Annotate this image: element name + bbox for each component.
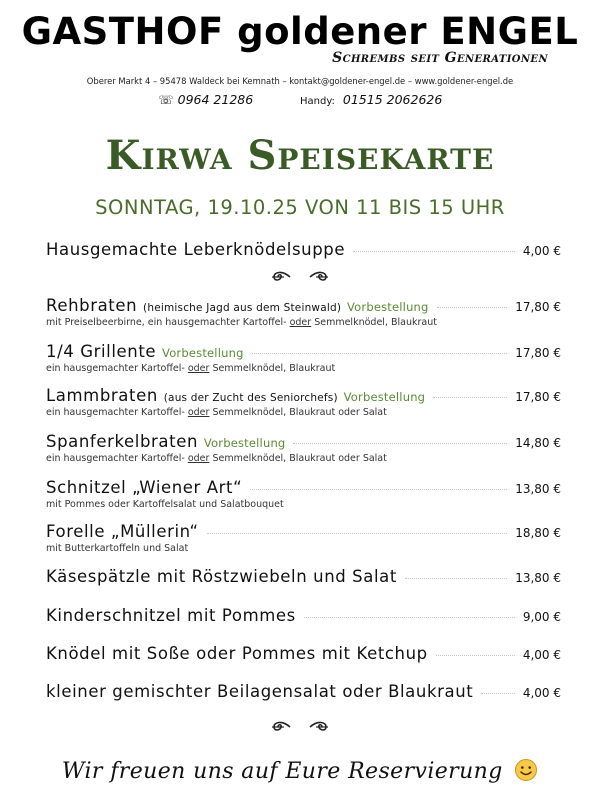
dotted-leader bbox=[293, 443, 507, 444]
dotted-leader bbox=[252, 353, 508, 354]
dish-name: Schnitzel „Wiener Art“ bbox=[46, 478, 243, 497]
menu-item bbox=[46, 432, 561, 464]
dish-price: 17,80 € bbox=[515, 390, 561, 404]
menu-title: Kirwa Speisekarte bbox=[105, 132, 495, 179]
dotted-leader bbox=[250, 489, 507, 490]
preorder-tag: Vorbestellung bbox=[346, 300, 429, 314]
menu-item bbox=[46, 386, 561, 418]
mobile-value: 01515 2062626 bbox=[342, 92, 443, 107]
dotted-leader bbox=[481, 693, 515, 694]
dish-price: 4,00 € bbox=[522, 648, 561, 662]
dish-description: ein hausgemachter Kartoffel- oder Semmelknödel, Blaukraut oder Salat bbox=[46, 453, 387, 464]
dish-name: Hausgemachte Leberknödelsuppe bbox=[46, 240, 346, 259]
dotted-leader bbox=[353, 251, 515, 252]
dotted-leader bbox=[304, 617, 515, 618]
dish-price: 13,80 € bbox=[515, 482, 561, 496]
dish-description: ein hausgemachter Kartoffel- oder Semmelknödel, Blaukraut oder Salat bbox=[46, 407, 387, 418]
dish-name: Forelle „Müllerin“ bbox=[46, 522, 199, 541]
phone-number bbox=[158, 92, 253, 107]
menu-item bbox=[46, 240, 561, 259]
preorder-tag: Vorbestellung bbox=[203, 436, 286, 450]
menu-item bbox=[46, 682, 561, 701]
tagline: Schrembs seit Generationen bbox=[332, 50, 548, 66]
dotted-leader bbox=[436, 655, 515, 656]
restaurant-name: GASTHOF goldener ENGEL bbox=[21, 10, 579, 53]
phone-value: 0964 21286 bbox=[177, 92, 254, 107]
dish-name: Kinderschnitzel mit Pommes bbox=[46, 606, 296, 625]
dish-name: Spanferkelbraten Vorbestellung bbox=[46, 432, 286, 451]
dish-name: Käsespätzle mit Röstzwiebeln und Salat bbox=[46, 567, 397, 586]
dish-price: 17,80 € bbox=[515, 346, 561, 360]
dotted-leader bbox=[207, 533, 508, 534]
dish-price: 13,80 € bbox=[515, 571, 561, 585]
dish-price: 14,80 € bbox=[515, 436, 561, 450]
menu-item bbox=[46, 606, 561, 625]
menu-item bbox=[46, 522, 561, 554]
dish-note: (aus der Zucht des Seniorchefs) bbox=[163, 392, 338, 404]
menu-item bbox=[46, 644, 561, 663]
preorder-tag: Vorbestellung bbox=[162, 346, 244, 360]
dish-description: ein hausgemachter Kartoffel- oder Semmelknödel, Blaukraut bbox=[46, 363, 336, 374]
dish-description: mit Preiselbeerbirne, ein hausgemachter Kartoffel- oder Semmelknödel, Blaukraut bbox=[46, 317, 437, 328]
menu-item bbox=[46, 478, 561, 510]
dotted-leader bbox=[437, 307, 508, 308]
dish-price: 18,80 € bbox=[515, 526, 561, 540]
telephone-icon: ☏ bbox=[158, 92, 174, 107]
mobile-number bbox=[300, 92, 442, 107]
footer-message bbox=[0, 758, 600, 784]
dish-name: Rehbraten (heimische Jagd aus dem Steinwald) Vorbestellung bbox=[46, 296, 429, 315]
fleuron-ornament-icon bbox=[268, 718, 332, 734]
dish-price: 17,80 € bbox=[515, 300, 561, 314]
dotted-leader bbox=[433, 397, 507, 398]
menu-item bbox=[46, 342, 561, 374]
dish-note: (heimische Jagd aus dem Steinwald) bbox=[143, 302, 342, 314]
dish-price: 4,00 € bbox=[522, 686, 561, 700]
mobile-label: Handy: bbox=[300, 96, 335, 107]
dish-name: 1/4 Grillente Vorbestellung bbox=[46, 342, 244, 361]
dish-price: 9,00 € bbox=[522, 610, 561, 624]
dotted-leader bbox=[405, 578, 507, 579]
fleuron-ornament-icon bbox=[268, 268, 332, 284]
dish-price: 4,00 € bbox=[522, 244, 561, 258]
dish-name: kleiner gemischter Beilagensalat oder Blaukraut bbox=[46, 682, 474, 701]
dish-name: Knödel mit Soße oder Pommes mit Ketchup bbox=[46, 644, 428, 663]
address-line: Oberer Markt 4 – 95478 Waldeck bei Kemnath – kontakt@goldener-engel.de – www.goldener-engel.de bbox=[86, 76, 514, 86]
preorder-tag: Vorbestellung bbox=[343, 390, 426, 404]
dish-description: mit Butterkartoffeln und Salat bbox=[46, 543, 189, 554]
dish-name: Lammbraten (aus der Zucht des Seniorchefs) Vorbestellung bbox=[46, 386, 426, 405]
menu-date: SONNTAG, 19.10.25 VON 11 BIS 15 UHR bbox=[95, 196, 505, 219]
menu-item bbox=[46, 567, 561, 586]
smiley-icon bbox=[514, 758, 538, 782]
menu-item bbox=[46, 296, 561, 328]
footer-text: Wir freuen uns auf Eure Reservierung bbox=[61, 759, 503, 784]
dish-description: mit Pommes oder Kartoffelsalat und Salatbouquet bbox=[46, 499, 284, 510]
